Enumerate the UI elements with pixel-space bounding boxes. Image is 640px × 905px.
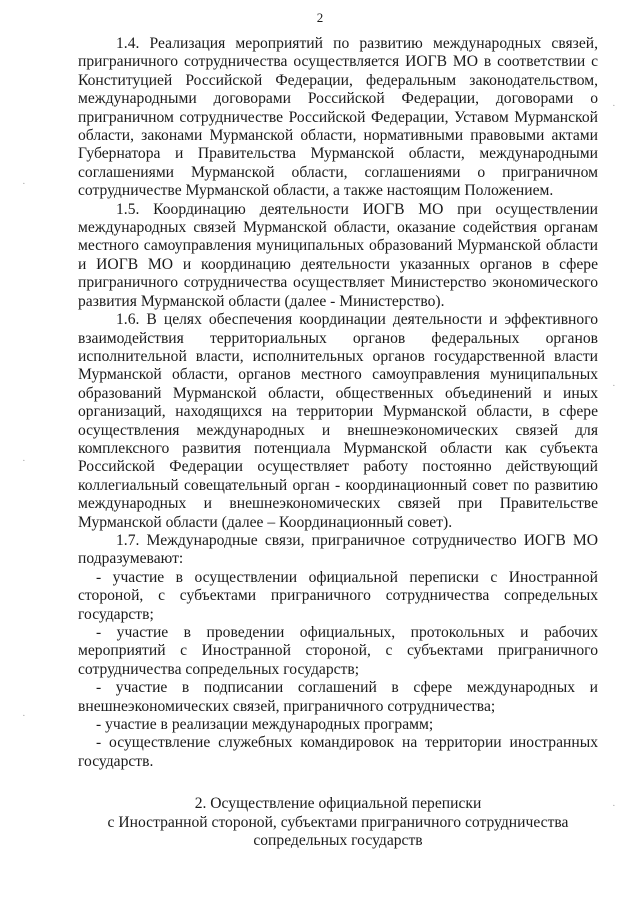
page-number: 2 bbox=[316, 10, 324, 25]
section-heading-line: сопредельных государств bbox=[253, 832, 423, 850]
paragraph-1-7: 1.7. Международные связи, приграничное сотрудничество ИОГВ МО подразумевают: bbox=[78, 531, 598, 568]
scan-mark: · bbox=[612, 380, 616, 392]
scan-mark: · bbox=[612, 800, 616, 812]
paragraph-1-4: 1.4. Реализация мероприятий по развитию международных связей, приграничного сотрудничества осуществляется ИОГВ МО в соответствии с Конституцией Российской Федерации, федеральным законодательством, международными договорами Российской Федерации, договорами о приграничном сотрудничестве Российской Федерации, Уставом Мурманской области, законами Мурманской области, нормативными правовыми актами Губернатора и Правительства Мурманской области, международными соглашениями Мурманской области, соглашениями о приграничном сотрудничестве Мурманской области, а также настоящим Положением. bbox=[78, 35, 598, 200]
document-body bbox=[78, 35, 598, 850]
list-item: - участие в осуществлении официальной переписки с Иностранной стороной, с субъектами приграничного сотрудничества сопредельных государств; bbox=[78, 568, 598, 623]
scan-mark: · bbox=[22, 455, 26, 467]
list-item: - осуществление служебных командировок на территории иностранных государств. bbox=[78, 734, 598, 770]
list-item: - участие в реализации международных программ; bbox=[96, 716, 434, 734]
paragraph-1-6: 1.6. В целях обеспечения координации деятельности и эффективного взаимодействия территориальных органов федеральных органов исполнительной власти, исполнительных органов государственной власти Мурманской области, органов местного самоуправления муниципальных образований Мурманской области, общественных объединений и иных организаций, находящихся на территории Мурманской области, в сфере осуществления международных и внешнеэкономических связей для комплексного развития потенциала Мурманской области как субъекта Российской Федерации осуществляет работу постоянно действующий коллегиальный совещательный орган - координационный совет по развитию международных и внешнеэкономических связей при Правительстве Мурманской области (далее – Координационный совет). bbox=[78, 311, 598, 531]
list-item: - участие в проведении официальных, протокольных и рабочих мероприятий с Иностранной стороной, с субъектами приграничного сотрудничества сопредельных государств; bbox=[78, 624, 598, 678]
scan-mark: · bbox=[612, 100, 616, 112]
list-item: - участие в подписании соглашений в сфере международных и внешнеэкономических связей, приграничного сотрудничества; bbox=[78, 679, 598, 715]
scan-mark: · bbox=[22, 178, 26, 190]
paragraph-1-5: 1.5. Координацию деятельности ИОГВ МО при осуществлении международных связей Мурманской области, оказание содействия органам местного самоуправления муниципальных образований Мурманской области и ИОГВ МО и координацию деятельности указанных органов в сфере приграничного сотрудничества осуществляет Министерство экономического развития Мурманской области (далее - Министерство). bbox=[78, 200, 598, 310]
section-heading-line: с Иностранной стороной, субъектами приграничного сотрудничества bbox=[107, 813, 569, 831]
section-heading bbox=[78, 795, 598, 850]
section-heading-line: 2. Осуществление официальной переписки bbox=[194, 795, 482, 813]
scan-mark: · bbox=[22, 710, 26, 722]
